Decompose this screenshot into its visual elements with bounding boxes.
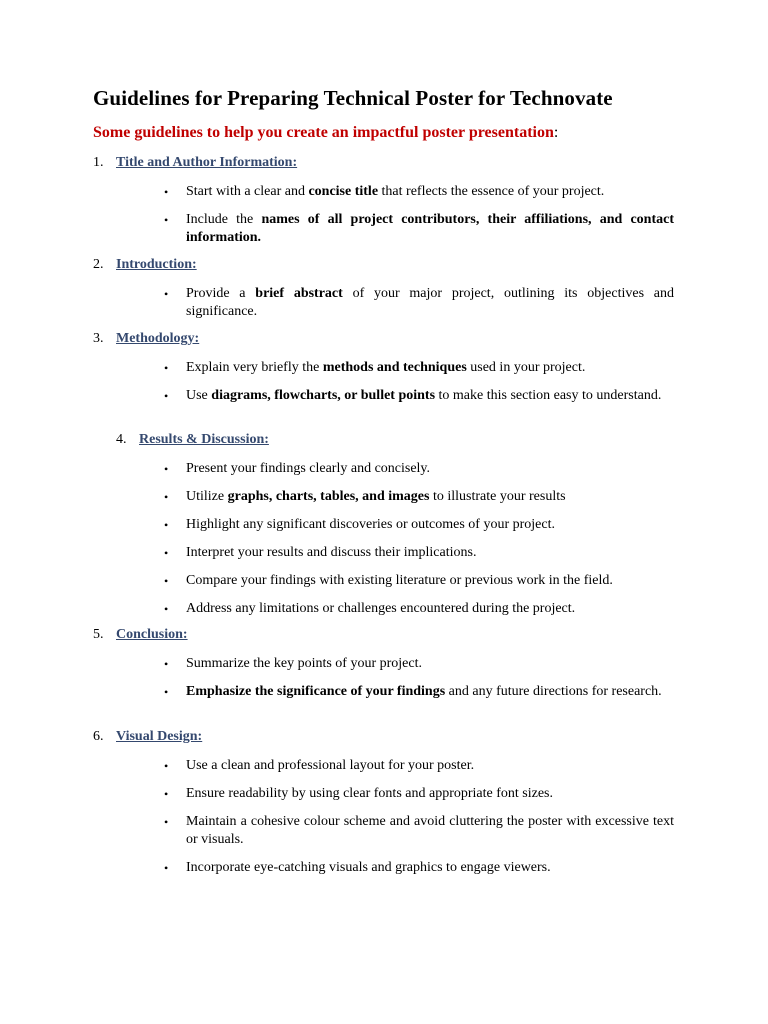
bullet-item (186, 655, 674, 673)
bullet-text: to make this section easy to understand. (435, 388, 662, 403)
bullet-list (0, 655, 768, 701)
bullet-item (186, 544, 674, 562)
bold-text: graphs, charts, tables, and images (227, 489, 430, 504)
bold-text: methods and techniques (322, 360, 467, 375)
bullet-text: that reflects the essence of your project. (378, 184, 605, 199)
bullet-list (0, 460, 768, 618)
bullet-text: Incorporate eye-catching visuals and graphics to engage viewers. (186, 860, 551, 875)
section-number: 4. (116, 432, 127, 447)
bullet-item (186, 683, 674, 701)
page-title: Guidelines for Preparing Technical Poster for Technovate (93, 86, 613, 110)
bullet-list (0, 359, 768, 405)
page-subtitle (93, 124, 558, 142)
section-2 (0, 257, 768, 321)
bold-text: concise title (308, 184, 379, 199)
bullet-text: Ensure readability by using clear fonts and appropriate font sizes. (186, 786, 553, 801)
section-number: 5. (93, 627, 104, 642)
section-number: 2. (93, 257, 104, 272)
bullet-text: Maintain a cohesive colour scheme and avoid cluttering the poster with excessive text or visuals. (186, 814, 674, 847)
subtitle-colon: : (553, 124, 559, 141)
bullet-item (186, 488, 674, 506)
subtitle-text: Some guidelines to help you create an impactful poster presentation (93, 124, 554, 141)
bold-text: brief abstract (255, 286, 343, 301)
section-number: 3. (93, 331, 104, 346)
section-heading (0, 155, 768, 175)
section-title: Title and Author Information: (116, 155, 298, 170)
section-heading (0, 627, 768, 647)
section-4 (0, 432, 768, 618)
bullet-text: Explain very briefly the (186, 360, 323, 375)
bullet-item (186, 285, 674, 321)
bullet-text: and any future directions for research. (445, 684, 662, 699)
section-heading (0, 729, 768, 749)
bullet-text: Use (186, 388, 212, 403)
bullet-item (186, 387, 674, 405)
section-heading (0, 432, 768, 452)
bullet-item (186, 183, 674, 201)
bullet-text: Summarize the key points of your project. (186, 656, 422, 671)
bullet-list (0, 285, 768, 321)
bold-text: names of all project contributors, their affiliations, and contact information. (186, 212, 674, 245)
bullet-text: of your major project, outlining its objectives and significance. (186, 286, 674, 319)
section-title: Introduction: (116, 257, 197, 272)
bullet-text: Address any limitations or challenges encountered during the project. (186, 601, 576, 616)
section-6 (0, 729, 768, 877)
bullet-item (186, 785, 674, 803)
section-number: 1. (93, 155, 104, 170)
bullet-text: Utilize (186, 489, 228, 504)
bullet-text: Present your findings clearly and concisely. (186, 461, 431, 476)
section-1 (0, 155, 768, 247)
bold-text: Emphasize the significance of your findings (186, 684, 446, 699)
bullet-item (186, 359, 674, 377)
bullet-item (186, 460, 674, 478)
bullet-text: used in your project. (466, 360, 586, 375)
bullet-text: to illustrate your results (429, 489, 566, 504)
bullet-list (0, 183, 768, 247)
section-3 (0, 331, 768, 405)
bullet-text: Compare your findings with existing literature or previous work in the field. (186, 573, 613, 588)
section-title: Visual Design: (116, 729, 203, 744)
bullet-item (186, 813, 674, 849)
bullet-text: Use a clean and professional layout for your poster. (186, 758, 475, 773)
section-heading (0, 331, 768, 351)
bullet-item (186, 516, 674, 534)
bullet-item (186, 757, 674, 775)
bullet-text: Start with a clear and (186, 184, 309, 199)
bullet-text: Interpret your results and discuss their implications. (186, 545, 477, 560)
bullet-item (186, 211, 674, 247)
section-5 (0, 627, 768, 701)
section-heading (0, 257, 768, 277)
bullet-item (186, 600, 674, 618)
section-title: Results & Discussion: (139, 432, 269, 447)
section-number: 6. (93, 729, 104, 744)
bullet-item (186, 572, 674, 590)
bold-text: diagrams, flowcharts, or bullet points (211, 388, 436, 403)
bullet-item (186, 859, 674, 877)
bullet-text: Include the (186, 212, 262, 227)
bullet-list (0, 757, 768, 877)
bullet-text: Highlight any significant discoveries or outcomes of your project. (186, 517, 555, 532)
section-title: Methodology: (116, 331, 200, 346)
bullet-text: Provide a (186, 286, 256, 301)
section-title: Conclusion: (116, 627, 188, 642)
